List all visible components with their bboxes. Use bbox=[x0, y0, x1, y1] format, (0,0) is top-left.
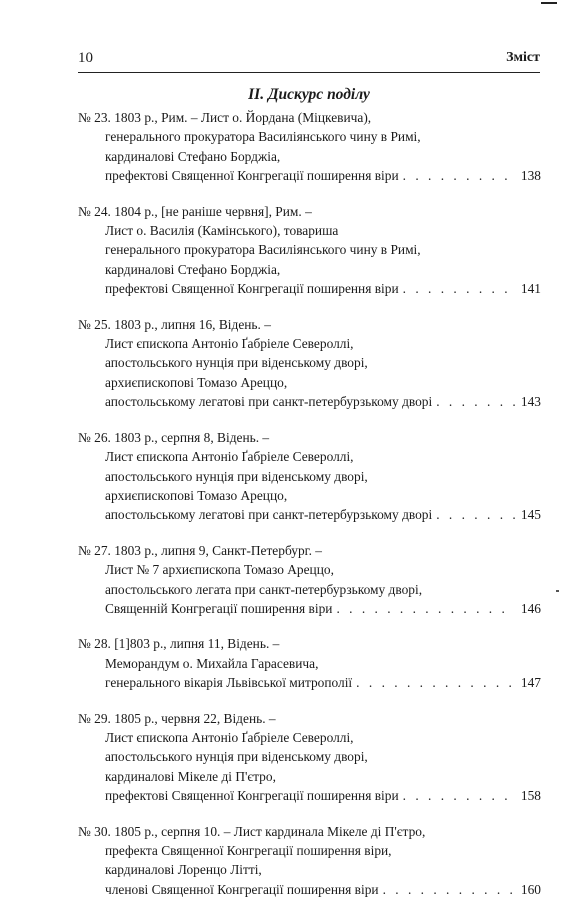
toc-entry-final-line bbox=[78, 786, 541, 805]
toc-entry-heading: № 27. 1803 р., липня 9, Санкт-Петербург. – bbox=[78, 542, 323, 558]
dot-leader bbox=[403, 166, 515, 185]
dot-leader bbox=[403, 279, 515, 298]
toc-entry-line: апостольського легата при санкт-петербурзькому дворі, bbox=[105, 581, 423, 597]
dot-leader bbox=[383, 880, 515, 899]
toc-entry bbox=[78, 822, 541, 900]
toc-entry-line: апостольському легатові при санкт-петербурзькому дворі bbox=[105, 507, 433, 523]
toc-page-number: 146 bbox=[520, 600, 541, 616]
toc-entry-line: апостольського нунція при віденському дворі, bbox=[105, 468, 368, 484]
toc-page-number: 143 bbox=[520, 394, 541, 410]
toc-entry-final-line bbox=[78, 505, 541, 524]
toc-entry-line: кардиналові Лоренцо Літті, bbox=[105, 862, 262, 878]
toc-entry-line: генерального вікарія Львівської митрополії bbox=[105, 675, 353, 691]
toc-page-number: 147 bbox=[520, 675, 541, 691]
toc-entry-line: Лист о. Василія (Камінського), товариша bbox=[105, 223, 339, 239]
toc-entry-line: префекта Священної Конгрегації поширення віри, bbox=[105, 843, 392, 858]
toc-entry-line: членові Священної Конгрегації поширення віри bbox=[105, 881, 379, 897]
toc-entry bbox=[78, 634, 541, 692]
running-head: Зміст bbox=[506, 50, 540, 65]
dot-leader bbox=[436, 505, 515, 524]
toc-entry-line: генерального прокуратора Василіянського чину в Римі, bbox=[105, 129, 421, 145]
toc-entry-line: префектові Священної Конгрегації поширення віри bbox=[105, 168, 399, 184]
toc-entry-line: Священній Конгрегації поширення віри bbox=[105, 600, 333, 616]
toc-entry-heading: № 30. 1805 р., серпня 10. – Лист кардинала Мікеле ді П'єтро, bbox=[78, 823, 426, 839]
toc-page-number: 138 bbox=[520, 168, 541, 184]
section-title: ІІ. Дискурс поділу bbox=[248, 86, 370, 103]
margin-mark bbox=[556, 590, 559, 592]
toc-entry-line: Лист № 7 архиєпископа Томазо Ареццо, bbox=[105, 562, 334, 578]
toc-entry-line: Лист єпископа Антоніо Ґабріеле Североллі, bbox=[105, 449, 354, 465]
toc-entry-line: апостольського нунція при віденському дворі, bbox=[105, 355, 368, 371]
toc-entry-line: Лист єпископа Антоніо Ґабріеле Североллі, bbox=[105, 729, 354, 745]
toc-entry-line: кардиналові Стефано Борджіа, bbox=[105, 148, 281, 164]
toc-entry-line: кардиналові Стефано Борджіа, bbox=[105, 261, 281, 277]
toc-page-number: 160 bbox=[520, 881, 541, 897]
crop-mark bbox=[541, 2, 557, 4]
toc-entry-line: архиєпископові Томазо Ареццо, bbox=[105, 374, 288, 390]
toc-entry-heading: № 26. 1803 р., серпня 8, Відень. – bbox=[78, 429, 270, 445]
toc-entry bbox=[78, 428, 541, 525]
toc-entry bbox=[78, 315, 541, 412]
toc-entry-line: апостольському легатові при санкт-петербурзькому дворі bbox=[105, 394, 433, 410]
toc-entry-line: префектові Священної Конгрегації поширення віри bbox=[105, 281, 399, 297]
dot-leader bbox=[336, 599, 515, 618]
dot-leader bbox=[436, 392, 515, 411]
toc-entry-final-line bbox=[78, 166, 541, 185]
toc-entry-heading: № 24. 1804 р., [не раніше червня], Рим. – bbox=[78, 203, 312, 219]
toc-entry-line: кардиналові Мікеле ді П'єтро, bbox=[105, 768, 276, 784]
page-number: 10 bbox=[78, 50, 93, 66]
dot-leader bbox=[356, 673, 515, 692]
table-of-contents bbox=[78, 108, 541, 915]
toc-page-number: 158 bbox=[520, 788, 541, 804]
toc-entry-heading: № 25. 1803 р., липня 16, Відень. – bbox=[78, 316, 271, 332]
toc-entry bbox=[78, 709, 541, 806]
toc-entry bbox=[78, 108, 541, 186]
toc-entry-line: Лист єпископа Антоніо Ґабріеле Североллі, bbox=[105, 336, 354, 352]
toc-entry-line: генерального прокуратора Василіянського чину в Римі, bbox=[105, 242, 421, 258]
toc-entry bbox=[78, 541, 541, 619]
toc-entry-heading: № 29. 1805 р., червня 22, Відень. – bbox=[78, 710, 276, 726]
toc-entry-line: префектові Священної Конгрегації поширення віри bbox=[105, 788, 399, 804]
toc-entry-final-line bbox=[78, 392, 541, 411]
toc-entry-final-line bbox=[78, 673, 541, 692]
toc-entry-final-line bbox=[78, 599, 541, 618]
page-header bbox=[78, 48, 540, 73]
toc-entry-final-line bbox=[78, 279, 541, 298]
toc-entry-heading: № 23. 1803 р., Рим. – Лист о. Йордана (Міцкевича), bbox=[78, 110, 372, 125]
toc-page-number: 145 bbox=[520, 507, 541, 523]
toc-entry-line: архиєпископові Томазо Ареццо, bbox=[105, 487, 288, 503]
toc-page-number: 141 bbox=[520, 281, 541, 297]
toc-entry-line: апостольського нунція при віденському дворі, bbox=[105, 749, 368, 765]
toc-entry-line: Меморандум о. Михайла Гарасевича, bbox=[105, 655, 319, 671]
toc-entry-heading: № 28. [1]803 р., липня 11, Відень. – bbox=[78, 636, 280, 652]
toc-entry bbox=[78, 202, 541, 299]
dot-leader bbox=[403, 786, 515, 805]
toc-entry-final-line bbox=[78, 880, 541, 899]
